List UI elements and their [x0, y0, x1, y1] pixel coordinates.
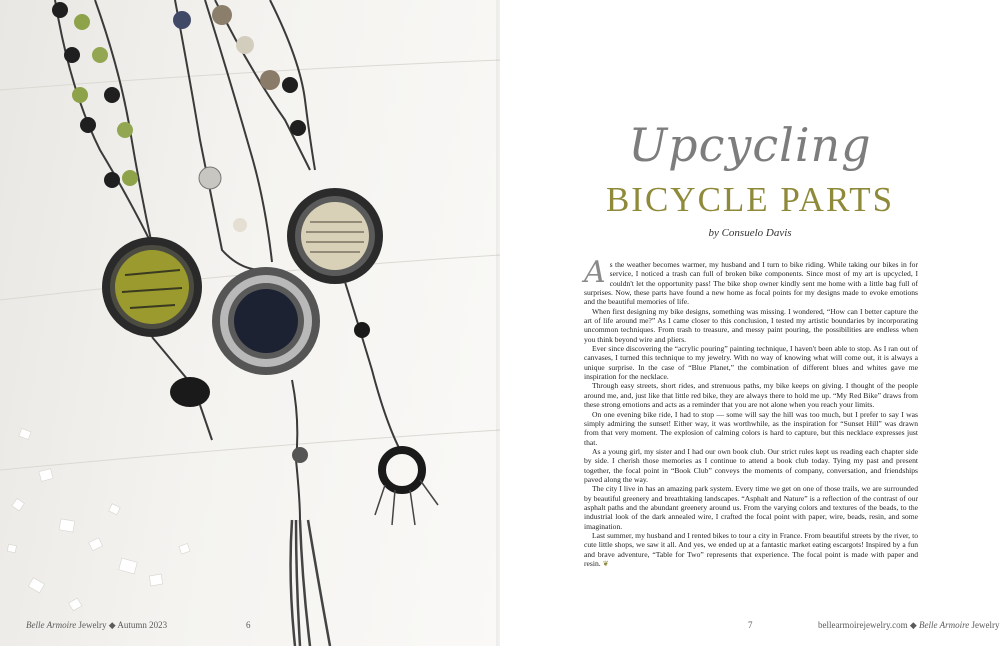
article-paragraph: As the weather becomes warmer, my husband and I turn to bike riding. While taking our bikes in for service, I noticed a trash can full of broken bike components. Since most of my art is upcycled, I couldn't let the opportunity pass! The bike shop owner kindly sent me home with a little bag full of surprises. Now, these parts have found a new home as focal points for my designs made to evoke emotions and the beautiful memories of life. — [584, 255, 918, 307]
article-paragraph: The city I live in has an amazing park system. Every time we get on one of those trails, we are surrounded by beautiful greenery and breathtaking landscapes. “Asphalt and Nature” is a reflection of the contrast of our asphalt paths and the abundant greenery around us. From the varying colors and textures of the beads, to the industrial look of the dark annealed wire, I crafted the focal point with paper, wire, beads, resin, and some imagination. — [584, 484, 918, 531]
salt-crystals — [7, 429, 190, 611]
folio-right — [818, 620, 1000, 631]
article-paragraph: When first designing my bike designs, something was missing. I wondered, “How can I better capture the art of life around me?” As I came closer to this conclusion, I tested my artistic boundaries by incorporating uncommon techniques. From trash to treasure, and messy paint pouring, the possibilities are endless when you think beyond wire and pliers. — [584, 306, 918, 344]
necklace-3 — [212, 0, 438, 525]
page-number-left: 6 — [246, 620, 251, 630]
folio-brand: Belle Armoire — [26, 620, 77, 630]
necklace-2 — [173, 0, 330, 646]
drop-cap: A — [584, 255, 606, 290]
article-paragraph: Ever since discovering the “acrylic pouring” painting technique, I haven't been able to stop. As I ran out of canvases, I turned this technique to my jewelry. With no way of knowing what will come out, it is always a unique surprise. In the case of “Blue Planet,” the combination of different blues and whites gave me inspiration for the necklace. — [584, 344, 918, 382]
end-mark-icon: ❦ — [602, 559, 609, 568]
folio-site: bellearmoirejewelry.com ◆ — [818, 620, 917, 630]
folio-brand-right: Belle Armoire — [919, 620, 970, 630]
folio-issue: Jewelry ◆ Autumn 2023 — [78, 620, 168, 630]
article-paragraph: As a young girl, my sister and I had our own book club. Our strict rules kept us reading each chapter side by side. I cherish those memories as I continue to attend a book club today. Tying my past and present together, the focal point in “Book Club” conveys the moments of company, conversation, and friendships paved along the way. — [584, 446, 918, 484]
article-paragraph: On one evening bike ride, I had to stop — some will say the hill was too much, but I prefer to say I was simply admiring the sunset! Either way, it was worthwhile, as the inspiration for “Sunset Hill” was drawn from that very moment. The explosion of calming colors is hard to capture, but this necklace expresses just that. — [584, 409, 918, 447]
folio-left — [26, 620, 167, 631]
article-paragraph-last: Last summer, my husband and I rented bikes to tour a city in France. From beautiful streets by the river, to cute little shops, we saw it all. And yes, we ended up at a fantastic market eating escargots! Inspired by a fun and brave adventure, “Table for Two” represents that experience. The focal point is made with paper and resin. ❦ — [584, 530, 918, 568]
title-caps: BICYCLE PARTS — [605, 180, 895, 219]
article-body — [584, 255, 918, 568]
article-page — [500, 0, 1000, 646]
byline: by Consuelo Davis — [708, 227, 792, 239]
title-script: Upcycling — [628, 118, 872, 172]
page-number-right: 7 — [748, 620, 753, 630]
article-paragraph: Through easy streets, short rides, and strenuous paths, my bike keeps on giving. I thought of the people around me, and, just like that little red bike, they are always there to hold me up. “My Red Bike” draws from these strong emotions and acts as a reminder that you are not alone when you reach your limits. — [584, 381, 918, 410]
folio-section: Jewelry — [971, 620, 1000, 630]
